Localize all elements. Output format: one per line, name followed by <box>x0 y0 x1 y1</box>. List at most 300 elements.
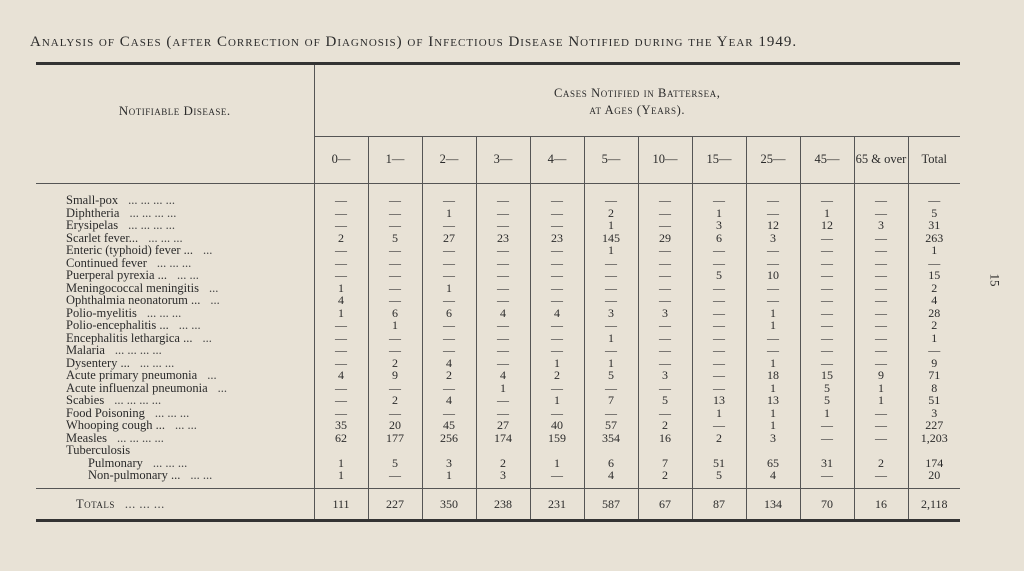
disease-name: Polio-encephalitis ... <box>66 318 169 332</box>
cell-value: — <box>638 382 692 395</box>
dot-leader: ... ... ... ... <box>114 393 162 407</box>
cell-value: 2 <box>638 419 692 432</box>
cell-value: — <box>854 282 908 295</box>
cell-value: — <box>368 469 422 482</box>
cell-value: — <box>422 407 476 420</box>
cell-value: 2 <box>368 394 422 407</box>
disease-name: Continued fever <box>66 255 147 270</box>
disease-name: Polio-myelitis <box>66 305 137 320</box>
cell-value: 238 <box>476 488 530 520</box>
cell-value: 40 <box>530 419 584 432</box>
group-header-line1: Cases Notified in Battersea, <box>554 86 721 101</box>
cell-value: 1 <box>746 407 800 420</box>
cell-value: 12 <box>746 219 800 232</box>
cell-value: 2 <box>530 369 584 382</box>
table-row <box>36 469 960 482</box>
cell-value: 16 <box>854 488 908 520</box>
cell-value: 2 <box>638 469 692 482</box>
table-row <box>36 444 960 457</box>
cell-value: — <box>530 344 584 357</box>
cell-value: — <box>476 394 530 407</box>
page-title: Analysis of Cases (after Correction of Diagnosis) of Infectious Disease Notified during the Year 1949. <box>30 34 798 50</box>
cell-value: — <box>530 194 584 207</box>
column-header-age: 45— <box>800 136 854 183</box>
disease-name: Non-pulmonary ... <box>88 468 181 482</box>
cell-value <box>476 444 530 457</box>
cell-value: 15 <box>800 369 854 382</box>
cell-value: 1 <box>692 407 746 420</box>
dot-leader: ... ... ... <box>139 355 175 370</box>
cell-value: — <box>422 257 476 270</box>
cell-value: 134 <box>746 488 800 520</box>
cell-value: — <box>422 244 476 257</box>
cell-value: — <box>422 269 476 282</box>
cell-value <box>368 444 422 457</box>
cell-value: 27 <box>476 419 530 432</box>
disease-name: Tuberculosis <box>66 443 131 457</box>
cell-value: — <box>800 282 854 295</box>
cell-value: — <box>476 407 530 420</box>
disease-name: Whooping cough ... <box>66 418 165 432</box>
cell-value: — <box>530 319 584 332</box>
cell-value: 174 <box>908 457 960 470</box>
column-header-disease: Notifiable Disease. <box>36 64 314 184</box>
cell-value: — <box>854 307 908 320</box>
cell-value: 1 <box>368 319 422 332</box>
cell-value <box>584 444 638 457</box>
cell-value: 8 <box>908 382 960 395</box>
cell-value: — <box>854 319 908 332</box>
cell-value: — <box>638 357 692 370</box>
cell-value: — <box>335 318 347 332</box>
cell-value: 2 <box>692 432 746 445</box>
cell-value: — <box>746 207 800 220</box>
dot-leader: ... ... ... <box>154 405 190 420</box>
cell-value: 3 <box>638 369 692 382</box>
page-number: 15 <box>987 273 1003 287</box>
dot-leader: ... ... ... ... <box>129 205 177 220</box>
cell-value: 3 <box>746 232 800 245</box>
cell-value: 67 <box>638 488 692 520</box>
cell-value: — <box>692 344 746 357</box>
cell-value: 4 <box>338 293 344 307</box>
cell-value: 1 <box>422 469 476 482</box>
cell-value: 1 <box>800 407 854 420</box>
disease-name: Totals <box>76 496 115 511</box>
column-header-age: 1— <box>368 136 422 183</box>
dot-leader: ... ... <box>190 468 213 482</box>
cell-value: 1 <box>338 305 344 320</box>
cell-value: — <box>530 332 584 345</box>
disease-name: Encephalitis lethargica ... <box>66 330 193 345</box>
cell-value: — <box>476 207 530 220</box>
cell-value: 177 <box>368 432 422 445</box>
cell-value: — <box>584 282 638 295</box>
cell-value: 4 <box>908 294 960 307</box>
cell-value: 145 <box>584 232 638 245</box>
dot-leader: ... ... <box>178 318 201 332</box>
cell-value: 9 <box>368 369 422 382</box>
cell-value: 87 <box>692 488 746 520</box>
cell-value: — <box>584 257 638 270</box>
cell-value: — <box>638 282 692 295</box>
cell-value: 13 <box>746 394 800 407</box>
disease-name: Erysipelas <box>66 218 119 232</box>
disease-name: Malaria <box>66 343 105 357</box>
cell-value: 5 <box>692 469 746 482</box>
cell-value: — <box>335 255 347 270</box>
cell-value: — <box>368 257 422 270</box>
cell-value: — <box>530 269 584 282</box>
cell-value: 6 <box>584 457 638 470</box>
cell-value: 28 <box>908 307 960 320</box>
cell-value: — <box>476 194 530 207</box>
cell-value: 35 <box>335 418 347 432</box>
cell-value: — <box>746 244 800 257</box>
cell-value: 5 <box>638 394 692 407</box>
cell-value: 1 <box>584 219 638 232</box>
cell-value: 2 <box>422 369 476 382</box>
cell-value: 1 <box>746 319 800 332</box>
cell-value: 231 <box>530 488 584 520</box>
cell-value: — <box>908 257 960 270</box>
cell-value: 587 <box>584 488 638 520</box>
cell-value: — <box>854 344 908 357</box>
cell-value: 16 <box>638 432 692 445</box>
cell-value: 2 <box>338 230 344 245</box>
table-row <box>36 432 960 445</box>
disease-name: Acute influenzal pneumonia <box>66 380 208 395</box>
disease-name: Dysentery ... <box>66 355 130 370</box>
cell-value: 13 <box>692 394 746 407</box>
disease-name: Food Poisoning <box>66 405 145 420</box>
cell-value: 10 <box>746 269 800 282</box>
cell-value: — <box>638 294 692 307</box>
cell-value: — <box>638 244 692 257</box>
cell-value: 3 <box>908 407 960 420</box>
disease-name: Acute primary pneumonia <box>66 368 198 382</box>
cell-value: 4 <box>422 394 476 407</box>
cell-value: — <box>638 319 692 332</box>
cell-value: — <box>692 307 746 320</box>
column-header-age: 10— <box>638 136 692 183</box>
cell-value: 2 <box>908 319 960 332</box>
cell-value: — <box>476 344 530 357</box>
cell-value: — <box>476 294 530 307</box>
cell-value: 111 <box>314 488 368 520</box>
dot-leader: ... ... ... <box>156 255 192 270</box>
cell-value: 20 <box>908 469 960 482</box>
cell-value: 31 <box>800 457 854 470</box>
column-header-age: 5— <box>584 136 638 183</box>
cell-value: — <box>530 207 584 220</box>
cell-value: — <box>335 193 347 207</box>
cell-value: 5 <box>584 369 638 382</box>
cell-value: 5 <box>368 232 422 245</box>
cell-value: 4 <box>476 369 530 382</box>
dot-leader: ... ... ... <box>124 496 165 511</box>
cell-value: — <box>584 407 638 420</box>
cell-value: 256 <box>422 432 476 445</box>
cell-value: 3 <box>692 219 746 232</box>
cell-value: — <box>368 244 422 257</box>
cell-value: — <box>800 469 854 482</box>
cell-value: 31 <box>908 219 960 232</box>
cell-value: 3 <box>638 307 692 320</box>
cell-value: 6 <box>368 307 422 320</box>
column-header-age: 4— <box>530 136 584 183</box>
cell-value: 1 <box>338 455 344 470</box>
dot-leader: ... ... ... ... <box>114 343 162 357</box>
cell-value: 23 <box>476 232 530 245</box>
cell-value: — <box>692 419 746 432</box>
cell-value: — <box>422 344 476 357</box>
cell-value: — <box>335 330 347 345</box>
cell-value: — <box>335 243 347 257</box>
cell-value: — <box>638 207 692 220</box>
cell-value: 1 <box>908 332 960 345</box>
cell-value <box>908 444 960 457</box>
column-header-age: 2— <box>422 136 476 183</box>
cell-value: — <box>854 419 908 432</box>
cell-value: 2 <box>368 357 422 370</box>
cell-value: — <box>422 219 476 232</box>
group-header-line2: at Ages (Years). <box>589 103 686 118</box>
cell-value: — <box>854 232 908 245</box>
cell-value: — <box>638 344 692 357</box>
cell-value: — <box>368 407 422 420</box>
cell-value: 350 <box>422 488 476 520</box>
dot-leader: ... <box>210 293 220 307</box>
dot-leader: ... ... ... ... <box>116 430 164 445</box>
cell-value: 1,203 <box>908 432 960 445</box>
table-row <box>36 294 960 307</box>
cell-value: — <box>908 194 960 207</box>
column-header-age: 3— <box>476 136 530 183</box>
column-header-age: 25— <box>746 136 800 183</box>
cell-value: 23 <box>530 232 584 245</box>
cell-value: — <box>368 382 422 395</box>
cell-value: 1 <box>584 332 638 345</box>
cell-value: — <box>692 332 746 345</box>
column-header-age: 0— <box>331 152 351 167</box>
column-header-age: Total <box>908 136 960 183</box>
table-row <box>36 194 960 207</box>
cell-value: 1 <box>746 382 800 395</box>
cell-value: 7 <box>584 394 638 407</box>
cell-value: — <box>800 269 854 282</box>
cell-value: 9 <box>908 357 960 370</box>
cell-value: 1 <box>908 244 960 257</box>
cell-value: 4 <box>746 469 800 482</box>
table-row <box>36 219 960 232</box>
disease-name: Puerperal pyrexia ... <box>66 268 168 282</box>
infectious-disease-table <box>36 62 960 522</box>
cell-value: 263 <box>908 232 960 245</box>
cell-value: — <box>584 269 638 282</box>
cell-value: 2 <box>908 282 960 295</box>
disease-name: Ophthalmia neonatorum ... <box>66 293 201 307</box>
cell-value: 1 <box>530 457 584 470</box>
cell-value: — <box>476 332 530 345</box>
cell-value: 51 <box>692 457 746 470</box>
cell-value: — <box>692 244 746 257</box>
disease-name: Measles <box>66 430 107 445</box>
cell-value: — <box>422 194 476 207</box>
cell-value: — <box>530 282 584 295</box>
cell-value: 1 <box>530 394 584 407</box>
cell-value: 6 <box>422 307 476 320</box>
cell-value: — <box>476 269 530 282</box>
cell-value: 18 <box>746 369 800 382</box>
cell-value: — <box>638 332 692 345</box>
cell-value: — <box>476 319 530 332</box>
cell-value: — <box>368 294 422 307</box>
cell-value: 1 <box>854 382 908 395</box>
cell-value: 57 <box>584 419 638 432</box>
cell-value: 1 <box>800 207 854 220</box>
cell-value: — <box>746 257 800 270</box>
cell-value: — <box>854 432 908 445</box>
cell-value <box>692 444 746 457</box>
disease-name: Scarlet fever... <box>66 230 139 245</box>
cell-value: 3 <box>422 457 476 470</box>
column-header-age: 65 & over <box>854 136 908 183</box>
cell-value: 65 <box>746 457 800 470</box>
cell-value: — <box>476 357 530 370</box>
cell-value: — <box>530 244 584 257</box>
cell-value: — <box>335 393 347 407</box>
cell-value: — <box>422 382 476 395</box>
cell-value: — <box>800 357 854 370</box>
cell-value: — <box>854 294 908 307</box>
cell-value: 9 <box>854 369 908 382</box>
cell-value: — <box>530 294 584 307</box>
cell-value: 5 <box>908 207 960 220</box>
cell-value: — <box>584 382 638 395</box>
cell-value: — <box>368 194 422 207</box>
cell-value: — <box>584 344 638 357</box>
cell-value: — <box>854 407 908 420</box>
cell-value: — <box>854 269 908 282</box>
cell-value: 1 <box>476 382 530 395</box>
cell-value: — <box>800 257 854 270</box>
dot-leader: ... ... ... <box>146 305 182 320</box>
cell-value: — <box>584 294 638 307</box>
cell-value: — <box>422 294 476 307</box>
cell-value: — <box>335 405 347 420</box>
cell-value: — <box>692 319 746 332</box>
cell-value: 1 <box>530 357 584 370</box>
cell-value <box>854 444 908 457</box>
dot-leader: ... ... ... ... <box>128 193 175 207</box>
cell-value: 4 <box>530 307 584 320</box>
cell-value: 5 <box>800 394 854 407</box>
cell-value: 174 <box>476 432 530 445</box>
cell-value: 20 <box>368 419 422 432</box>
dot-leader: ... <box>203 243 213 257</box>
cell-value: — <box>335 268 347 282</box>
cell-value: — <box>800 294 854 307</box>
cell-value: — <box>368 344 422 357</box>
cell-value: — <box>530 382 584 395</box>
cell-value: 2 <box>854 457 908 470</box>
cell-value: 1 <box>692 207 746 220</box>
cell-value: 159 <box>530 432 584 445</box>
cell-value: — <box>476 257 530 270</box>
cell-value: — <box>800 319 854 332</box>
cell-value: — <box>530 219 584 232</box>
cell-value: — <box>800 332 854 345</box>
cell-value: — <box>335 343 347 357</box>
cell-value: — <box>368 219 422 232</box>
cell-value: — <box>800 244 854 257</box>
cell-value: — <box>854 357 908 370</box>
cell-value: — <box>854 244 908 257</box>
cell-value: — <box>854 332 908 345</box>
column-group-header <box>314 64 960 137</box>
cell-value: — <box>800 307 854 320</box>
cell-value: 71 <box>908 369 960 382</box>
dot-leader: ... ... ... <box>152 455 188 470</box>
cell-value: — <box>692 194 746 207</box>
cell-value: 6 <box>692 232 746 245</box>
cell-value: — <box>800 194 854 207</box>
dot-leader: ... ... ... <box>148 230 183 245</box>
cell-value: — <box>584 194 638 207</box>
cell-value <box>746 444 800 457</box>
disease-name: Enteric (typhoid) fever ... <box>66 243 194 257</box>
cell-value: — <box>854 207 908 220</box>
cell-value: — <box>638 269 692 282</box>
column-header-age: 15— <box>692 136 746 183</box>
cell-value <box>314 444 368 457</box>
cell-value: — <box>335 205 347 220</box>
cell-value: — <box>692 382 746 395</box>
cell-value: 3 <box>476 469 530 482</box>
cell-value: — <box>854 257 908 270</box>
cell-value: 4 <box>338 368 344 382</box>
cell-value: 5 <box>368 457 422 470</box>
cell-value: 2 <box>476 457 530 470</box>
cell-value: — <box>638 219 692 232</box>
cell-value: 3 <box>746 432 800 445</box>
cell-value: 70 <box>800 488 854 520</box>
cell-value: — <box>530 469 584 482</box>
cell-value: — <box>422 319 476 332</box>
cell-value: 227 <box>908 419 960 432</box>
cell-value: — <box>692 369 746 382</box>
cell-value <box>800 444 854 457</box>
disease-name: Meningococcal meningitis <box>66 280 199 295</box>
cell-value: — <box>800 344 854 357</box>
cell-value: 2,118 <box>908 488 960 520</box>
cell-value: 3 <box>584 307 638 320</box>
cell-value: 4 <box>422 357 476 370</box>
dot-leader: ... ... <box>177 268 199 282</box>
cell-value <box>530 444 584 457</box>
cell-value: — <box>800 232 854 245</box>
cell-value: — <box>638 257 692 270</box>
cell-value: 4 <box>584 469 638 482</box>
cell-value: — <box>476 219 530 232</box>
dot-leader: ... ... ... ... <box>128 218 175 232</box>
cell-value: 1 <box>746 357 800 370</box>
cell-value <box>422 444 476 457</box>
cell-value: 2 <box>584 207 638 220</box>
cell-value: — <box>746 194 800 207</box>
table-row <box>36 244 960 257</box>
